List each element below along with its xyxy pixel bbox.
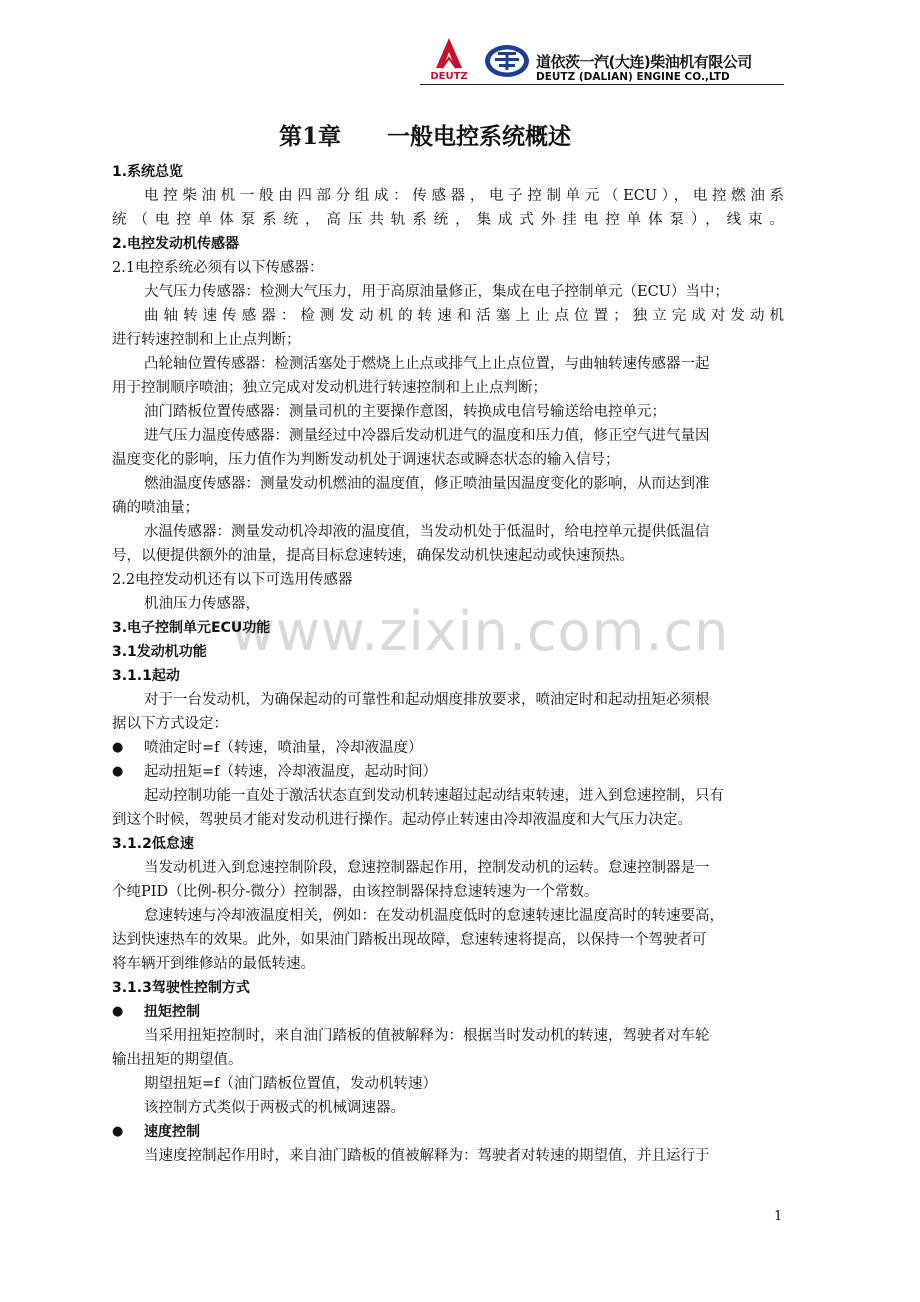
section-heading: 3.1发动机功能 bbox=[112, 644, 207, 660]
subsection-heading: 2.2电控发动机还有以下可选用传感器 bbox=[112, 572, 353, 588]
header-rule bbox=[420, 84, 784, 85]
faw-logo bbox=[484, 44, 530, 78]
bullet-text: 喷油定时=f（转速，喷油量，冷却液温度） bbox=[144, 740, 423, 756]
paragraph-line: 据以下方式设定： bbox=[112, 716, 228, 732]
paragraph-line: 进气压力温度传感器：测量经过中冷器后发动机进气的温度和压力值，修正空气进气量因 bbox=[144, 428, 710, 444]
page-header bbox=[420, 34, 786, 86]
bullet-icon: ● bbox=[112, 1004, 124, 1019]
paragraph-line: 曲轴转速传感器：检测发动机的转速和活塞上止点位置；独立完成对发动机 bbox=[144, 308, 784, 324]
bullet-icon: ● bbox=[112, 1124, 124, 1139]
paragraph-line: 用于控制顺序喷油；独立完成对发动机进行转速控制和上止点判断； bbox=[112, 380, 547, 396]
document-body bbox=[112, 160, 784, 1168]
paragraph-line: 油门踏板位置传感器：测量司机的主要操作意图，转换成电信号输送给电控单元； bbox=[144, 404, 666, 420]
paragraph-line: 达到快速热车的效果。此外，如果油门踏板出现故障，怠速转速将提高，以保持一个驾驶者可 bbox=[112, 932, 707, 948]
paragraph-line: 当采用扭矩控制时，来自油门踏板的值被解释为：根据当时发动机的转速，驾驶者对车轮 bbox=[144, 1028, 710, 1044]
chapter-title: 第1章 一般电控系统概述 bbox=[278, 123, 571, 150]
paragraph-line: 输出扭矩的期望值。 bbox=[112, 1052, 243, 1068]
company-name-cn: 道依茨一汽(大连)柴油机有限公司 bbox=[536, 53, 752, 71]
paragraph-line: 凸轮轴位置传感器：检测活塞处于燃烧上止点或排气上止点位置，与曲轴转速传感器一起 bbox=[144, 356, 710, 372]
paragraph-line: 到这个时候，驾驶员才能对发动机进行操作。起动停止转速由冷却液温度和大气压力决定。 bbox=[112, 812, 692, 828]
paragraph-line: 温度变化的影响，压力值作为判断发动机处于调速状态或瞬态状态的输入信号； bbox=[112, 452, 620, 468]
paragraph-line: 统（电控单体泵系统，高压共轨系统，集成式外挂电控单体泵），线束。 bbox=[112, 212, 784, 228]
bullet-heading-text: 速度控制 bbox=[144, 1124, 200, 1140]
section-heading: 3.1.2低怠速 bbox=[112, 836, 194, 852]
paragraph-line: 当速度控制起作用时，来自油门踏板的值被解释为：驾驶者对转速的期望值，并且运行于 bbox=[144, 1148, 710, 1164]
bullet-item bbox=[112, 760, 784, 784]
bullet-item bbox=[112, 736, 784, 760]
paragraph-line: 个纯PID（比例-积分-微分）控制器，由该控制器保持怠速转速为一个常数。 bbox=[112, 884, 599, 900]
page-number: 1 bbox=[774, 1209, 783, 1224]
section-heading: 2.电控发动机传感器 bbox=[112, 236, 240, 252]
section-heading: 1.系统总览 bbox=[112, 164, 184, 180]
section-heading: 3.1.1起动 bbox=[112, 668, 180, 684]
paragraph-line: 该控制方式类似于两极式的机械调速器。 bbox=[144, 1100, 405, 1116]
paragraph-line: 燃油温度传感器：测量发动机燃油的温度值，修正喷油量因温度变化的影响，从而达到准 bbox=[144, 476, 710, 492]
paragraph-line: 起动控制功能一直处于激活状态直到发动机转速超过起动结束转速，进入到怠速控制，只有 bbox=[144, 788, 724, 804]
paragraph-line: 进行转速控制和上止点判断； bbox=[112, 332, 301, 348]
paragraph-line: 机油压力传感器， bbox=[144, 596, 260, 612]
paragraph-line: 怠速转速与冷却液温度相关，例如：在发动机温度低时的怠速转速比温度高时的转速要高， bbox=[144, 908, 724, 924]
bullet-text: 起动扭矩=f（转速，冷却液温度，起动时间） bbox=[144, 764, 438, 780]
paragraph-line: 号，以便提供额外的油量，提高目标怠速转速，确保发动机快速起动或快速预热。 bbox=[112, 548, 634, 564]
paragraph-line: 确的喷油量； bbox=[112, 500, 199, 516]
bullet-icon: ● bbox=[112, 764, 124, 779]
watermark: www.zixin.com.cn bbox=[230, 600, 730, 663]
bullet-heading-text: 扭矩控制 bbox=[144, 1004, 200, 1020]
paragraph-line: 电控柴油机一般由四部分组成：传感器，电子控制单元（ECU），电控燃油系 bbox=[144, 188, 784, 204]
deutz-logo bbox=[420, 34, 478, 82]
bullet-icon: ● bbox=[112, 740, 124, 755]
paragraph-line: 大气压力传感器：检测大气压力，用于高原油量修正，集成在电子控制单元（ECU）当中； bbox=[144, 284, 729, 300]
section-heading: 3.1.3驾驶性控制方式 bbox=[112, 980, 250, 996]
section-heading: 3.电子控制单元ECU功能 bbox=[112, 620, 271, 636]
bullet-heading bbox=[112, 1000, 784, 1024]
subsection-heading: 2.1电控系统必须有以下传感器： bbox=[112, 260, 324, 276]
deutz-logo-text: DEUTZ bbox=[430, 71, 468, 82]
bullet-heading bbox=[112, 1120, 784, 1144]
paragraph-line: 当发动机进入到怠速控制阶段，怠速控制器起作用，控制发动机的运转。怠速控制器是一 bbox=[144, 860, 710, 876]
paragraph-line: 对于一台发动机，为确保起动的可靠性和起动烟度排放要求，喷油定时和起动扭矩必须根 bbox=[144, 692, 710, 708]
paragraph-line: 水温传感器：测量发动机冷却液的温度值，当发动机处于低温时，给电控单元提供低温信 bbox=[144, 524, 710, 540]
company-name-en: DEUTZ (DALIAN) ENGINE CO.,LTD bbox=[536, 71, 730, 83]
paragraph-line: 将车辆开到维修站的最低转速。 bbox=[112, 956, 315, 972]
paragraph-line: 期望扭矩=f（油门踏板位置值，发动机转速） bbox=[144, 1076, 438, 1092]
